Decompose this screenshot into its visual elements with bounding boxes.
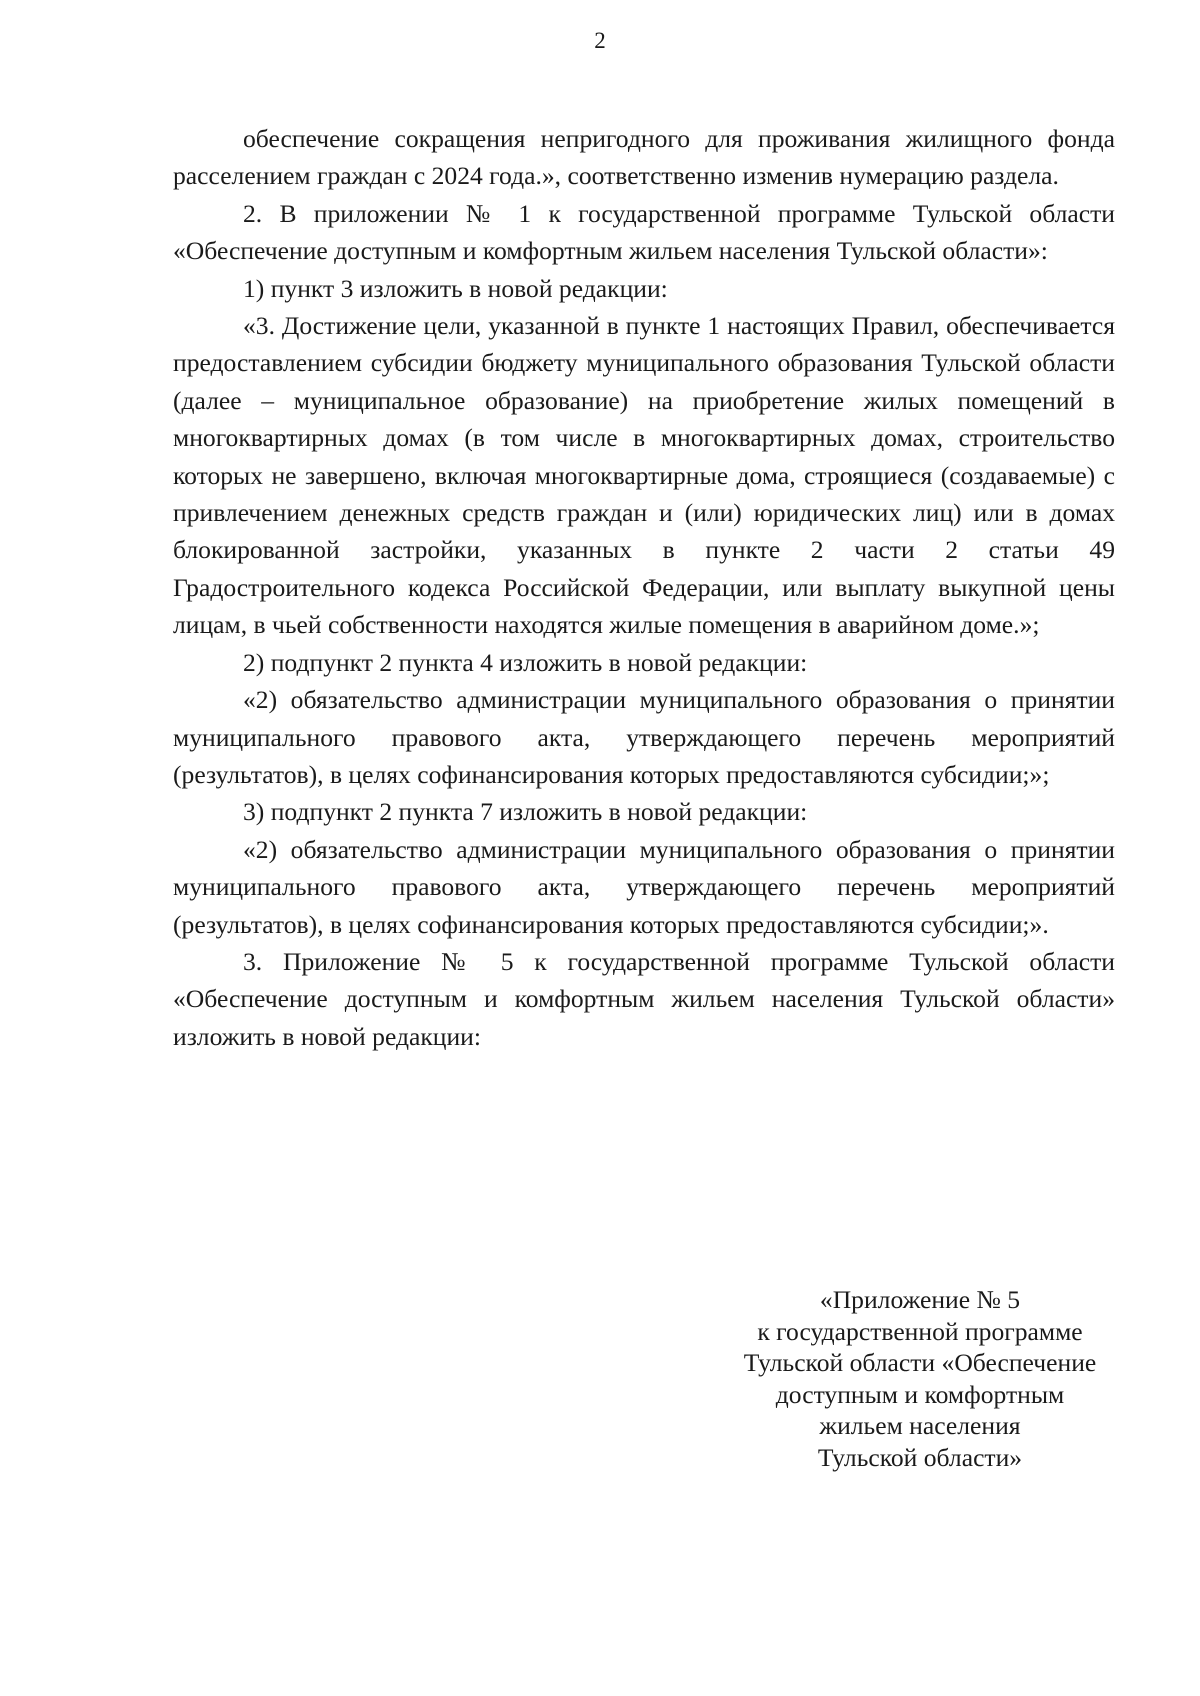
paragraph-subitem-3: 3) подпункт 2 пункта 7 изложить в новой редакции:	[243, 797, 808, 827]
appendix-line: к государственной программе	[757, 1316, 1083, 1346]
page-number: 2	[594, 28, 606, 53]
document-body	[173, 120, 1115, 1055]
paragraph-subitem-2: 2) подпункт 2 пункта 4 изложить в новой редакции:	[243, 647, 808, 677]
paragraph-quote-point-4: «2) обязательство администрации муниципального образования о принятии муниципального правового акта, утверждающего перечень мероприятий (результатов), в целях софинансирования которых предоставляются субсидии;»;	[173, 685, 1115, 789]
paragraph-item-3: 3. Приложение № 5 к государственной программе Тульской области «Обеспечение доступным и комфортным жильем населения Тульской области» изложить в новой редакции:	[173, 946, 1115, 1051]
appendix-line: доступным и комфортным	[775, 1379, 1065, 1409]
appendix-header	[690, 1284, 1150, 1473]
appendix-line: «Приложение № 5	[819, 1285, 1021, 1314]
paragraph-subitem-1: 1) пункт 3 изложить в новой редакции:	[243, 273, 668, 303]
appendix-line: Тульской области «Обеспечение	[743, 1348, 1097, 1377]
appendix-line: жильем населения	[819, 1411, 1021, 1440]
paragraph-quote-point-7: «2) обязательство администрации муниципального образования о принятии муниципального правового акта, утверждающего перечень мероприятий (результатов), в целях софинансирования которых предоставляются субсидии;».	[173, 834, 1115, 939]
paragraph-continuation: обеспечение сокращения непригодного для проживания жилищного фонда расселением граждан с 2024 года.», соответственно изменив нумерацию раздела.	[173, 124, 1115, 191]
paragraph-quote-point-3: «3. Достижение цели, указанной в пункте 1 настоящих Правил, обеспечивается предоставлением субсидии бюджету муниципального образования Тульской области (далее – муниципальное образование) на приобретение жилых помещений в многоквартирных домах (в том числе в многоквартирных домах, строительство которых не завершено, включая многоквартирные дома, строящиеся (создаваемые) с привлечением денежных средств граждан и (или) юридических лиц) или в домах блокированной застройки, указанных в пункте 2 части 2 статьи 49 Градостроительного кодекса Российской Федерации, или выплату выкупной цены лицам, в чьей собственности находятся жилые помещения в аварийном доме.»;	[173, 311, 1115, 640]
appendix-line: Тульской области»	[817, 1442, 1023, 1472]
paragraph-item-2: 2. В приложении № 1 к государственной программе Тульской области «Обеспечение доступным и комфортным жильем населения Тульской области»:	[173, 198, 1115, 266]
